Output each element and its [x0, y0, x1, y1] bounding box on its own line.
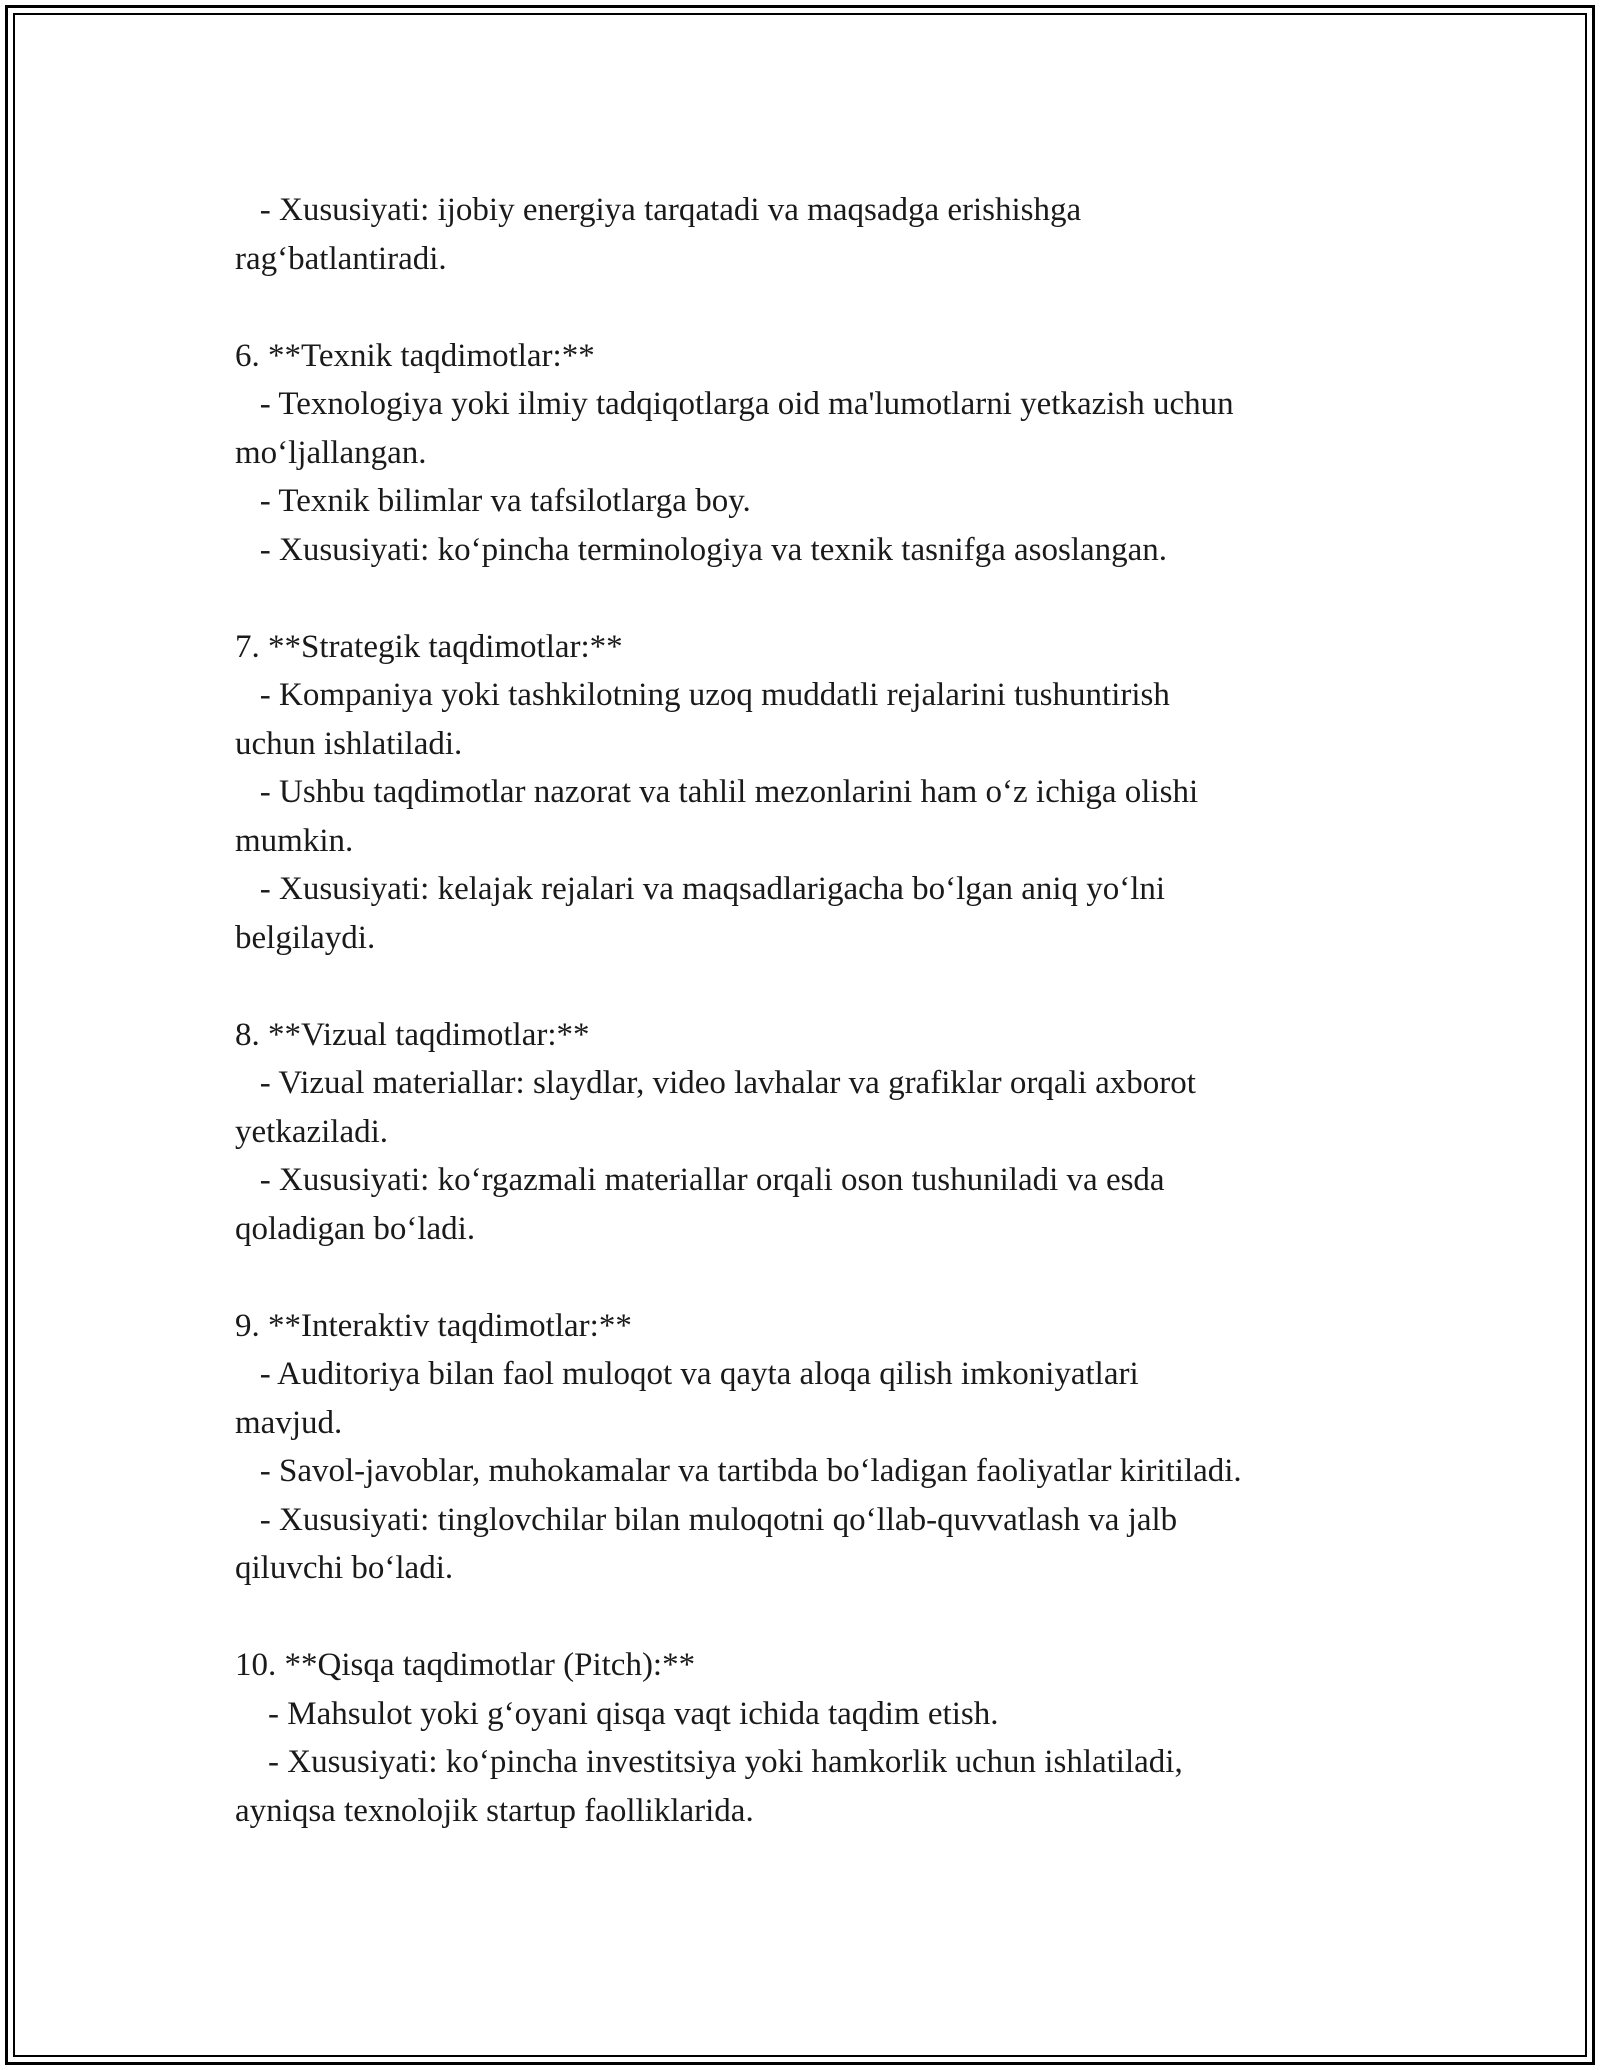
text-line: - Ushbu taqdimotlar nazorat va tahlil mezonlarini ham o‘z ichiga olishi [235, 774, 1199, 810]
text-line: - Kompaniya yoki tashkilotning uzoq muddatli rejalarini tushuntirish [235, 677, 1170, 713]
document-body [235, 186, 1375, 1835]
paragraph-gap [235, 283, 1375, 332]
text-line: mumkin. [235, 822, 354, 859]
paragraph-gap [235, 574, 1375, 623]
text-line: - Texnik bilimlar va tafsilotlarga boy. [235, 483, 751, 519]
text-line: - Savol-javoblar, muhokamalar va tartibda bo‘ladigan faoliyatlar kiritiladi. [235, 1453, 1242, 1489]
paragraph-gap [235, 1253, 1375, 1302]
paragraph-gap [235, 1593, 1375, 1642]
text-line: - Xususiyati: ko‘pincha terminologiya va texnik tasnifga asoslangan. [235, 531, 1168, 568]
section-heading-9: 9. **Interaktiv taqdimotlar:** [235, 1307, 632, 1344]
text-line: - Auditoriya bilan faol muloqot va qayta aloqa qilish imkoniyatlari [235, 1356, 1139, 1392]
text-line: - Xususiyati: ko‘rgazmali materiallar orqali oson tushuniladi va esda [235, 1162, 1165, 1198]
section-heading-6: 6. **Texnik taqdimotlar:** [235, 337, 595, 374]
text-line: qoladigan bo‘ladi. [235, 1210, 476, 1247]
text-line: mo‘ljallangan. [235, 434, 427, 471]
paragraph-gap [235, 962, 1375, 1011]
text-line: belgilaydi. [235, 919, 376, 956]
section-heading-8: 8. **Vizual taqdimotlar:** [235, 1016, 590, 1053]
text-line: rag‘batlantiradi. [235, 240, 447, 277]
text-line: - Mahsulot yoki g‘oyani qisqa vaqt ichida taqdim etish. [235, 1695, 999, 1732]
text-line: - Xususiyati: ko‘pincha investitsiya yoki hamkorlik uchun ishlatiladi, [235, 1744, 1183, 1780]
text-line: mavjud. [235, 1404, 343, 1441]
text-line: - Xususiyati: ijobiy energiya tarqatadi va maqsadga erishishga [235, 192, 1082, 228]
text-line: - Vizual materiallar: slaydlar, video lavhalar va grafiklar orqali axborot [235, 1065, 1196, 1101]
text-line: - Xususiyati: kelajak rejalari va maqsadlarigacha bo‘lgan aniq yo‘lni [235, 871, 1166, 907]
section-heading-7: 7. **Strategik taqdimotlar:** [235, 628, 623, 665]
text-line: - Xususiyati: tinglovchilar bilan muloqotni qo‘llab-quvvatlash va jalb [235, 1501, 1178, 1538]
text-line: yetkaziladi. [235, 1113, 389, 1150]
text-line: uchun ishlatiladi. [235, 725, 463, 762]
text-line: - Texnologiya yoki ilmiy tadqiqotlarga oid ma'lumotlarni yetkazish uchun [235, 386, 1234, 422]
text-line: ayniqsa texnolojik startup faolliklarida. [235, 1792, 754, 1829]
section-heading-10: 10. **Qisqa taqdimotlar (Pitch):** [235, 1647, 696, 1683]
text-line: qiluvchi bo‘ladi. [235, 1550, 454, 1586]
